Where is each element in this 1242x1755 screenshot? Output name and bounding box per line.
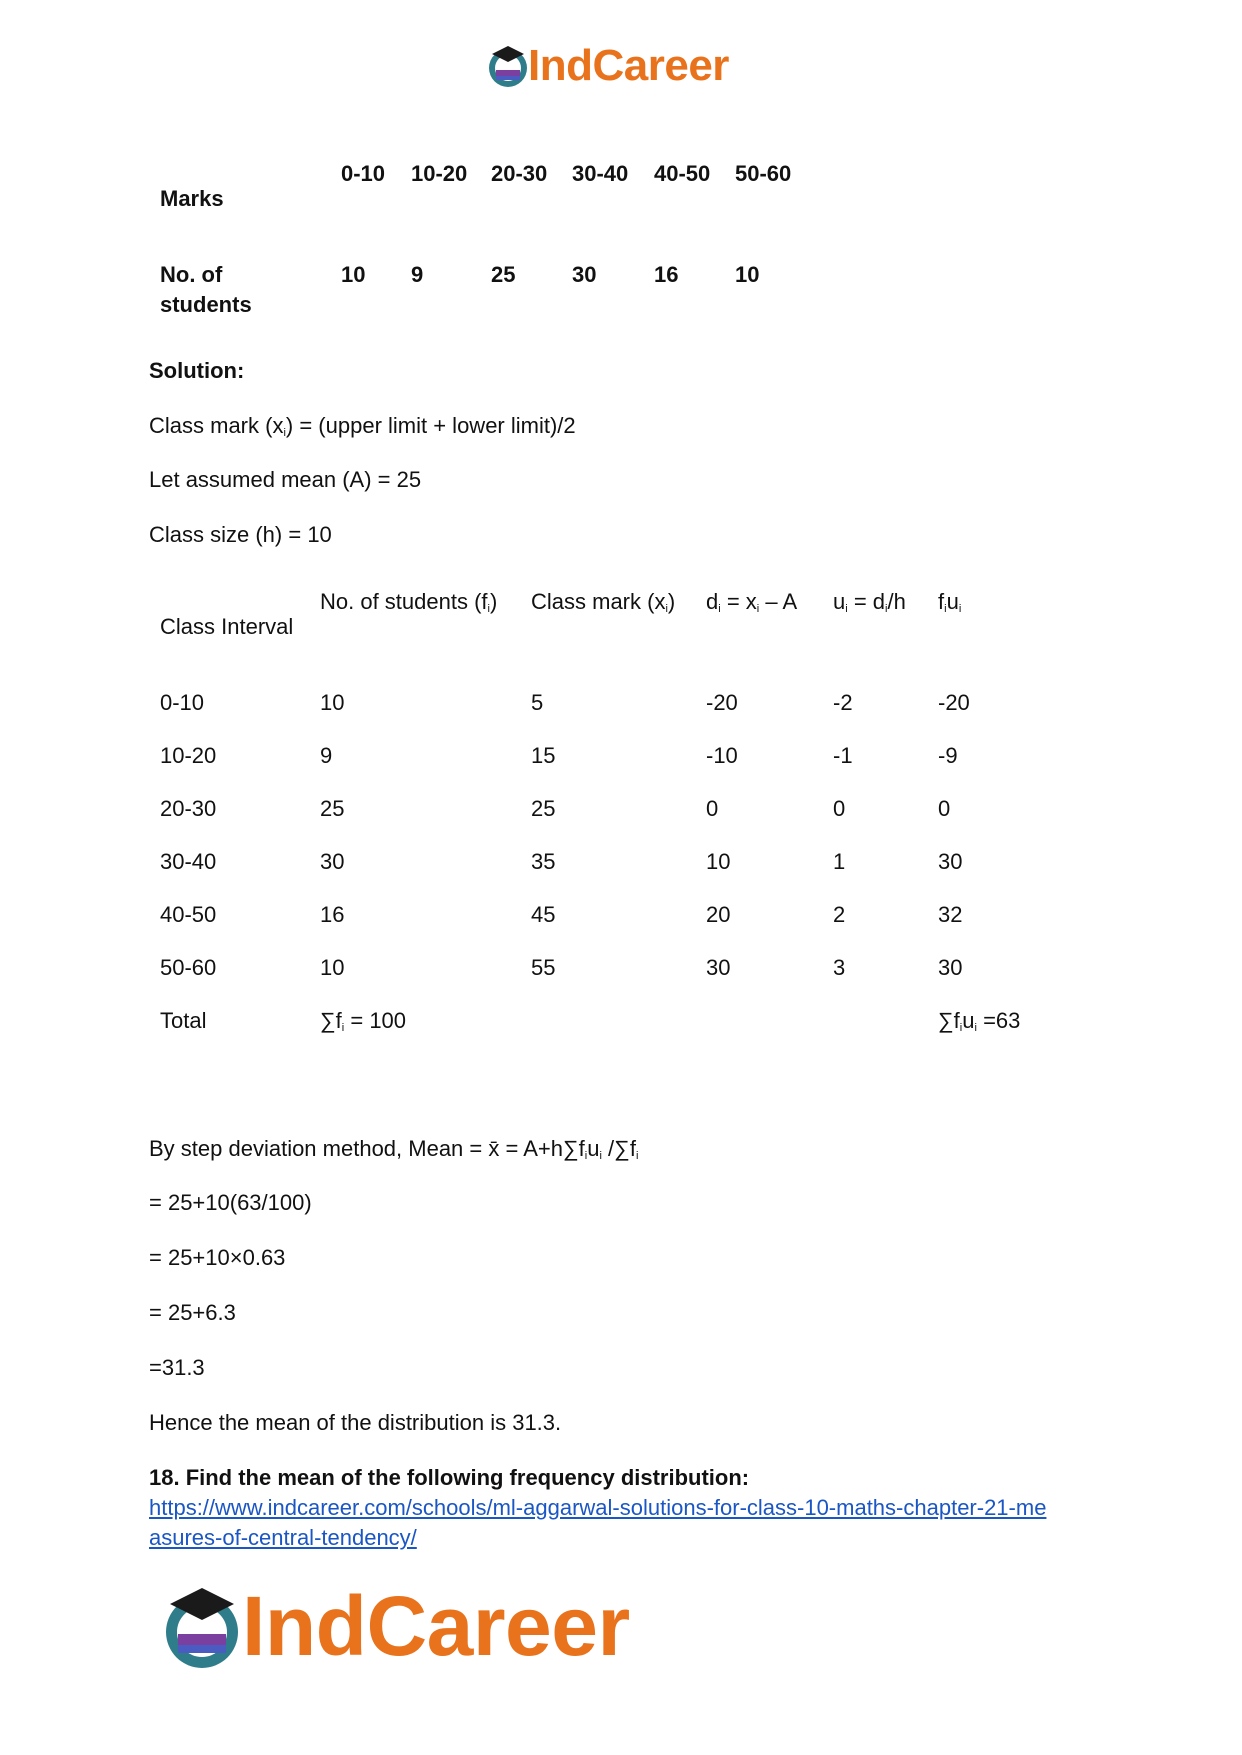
table-cell: 55	[531, 955, 556, 980]
table-cell: 30	[706, 955, 731, 980]
table-cell: 0-10	[160, 690, 205, 715]
header-logo	[486, 40, 766, 92]
marks-class-3: 30-40	[572, 161, 629, 186]
class-size: Class size (h) = 10	[149, 522, 332, 547]
table-cell: 10	[320, 955, 345, 980]
table-cell: 5	[531, 690, 544, 715]
footer-logo	[160, 1578, 700, 1674]
brand-name: IndCareer	[528, 41, 729, 90]
table-cell: 40-50	[160, 902, 217, 927]
table-cell: 30-40	[160, 849, 217, 874]
table-cell: 3	[833, 955, 846, 980]
table-cell: 9	[320, 743, 333, 768]
table-cell: 10-20	[160, 743, 217, 768]
table-cell: 20-30	[160, 796, 217, 821]
graduation-book-icon	[160, 1578, 244, 1674]
step-5: =31.3	[149, 1355, 205, 1380]
table-cell: -1	[833, 743, 853, 768]
students-label-line1: No. of	[160, 262, 223, 287]
table-cell: 25	[320, 796, 345, 821]
table-cell: -2	[833, 690, 853, 715]
source-link[interactable]	[149, 1493, 1046, 1553]
table-cell: 30	[938, 849, 963, 874]
table-cell: 1	[833, 849, 846, 874]
step-2: = 25+10(63/100)	[149, 1190, 312, 1215]
table-cell: -10	[706, 743, 738, 768]
sum-f: $\sum f_i = 100$	[320, 1008, 407, 1034]
table-cell: 30	[320, 849, 345, 874]
marks-class-0: 0-10	[341, 161, 386, 186]
table-cell: 30	[938, 955, 963, 980]
students-value-0: 10	[341, 262, 366, 287]
header-class-mark: Class mark $(x_i)$	[531, 589, 676, 615]
table-cell: 10	[320, 690, 345, 715]
table-cell: 25	[531, 796, 556, 821]
students-value-1: 9	[411, 262, 424, 287]
table-cell: 45	[531, 902, 556, 927]
header-ui: $u_i = d_i/h$	[833, 589, 906, 615]
header-class-interval: Class Interval	[160, 614, 294, 639]
step-3: = 25+10×0.63	[149, 1245, 286, 1270]
header-di: $d_i = x_i - A$	[706, 589, 798, 615]
table-cell: 0	[833, 796, 846, 821]
table-cell: 32	[938, 902, 963, 927]
students-value-4: 16	[654, 262, 679, 287]
solution-heading: Solution:	[149, 358, 245, 383]
source-link-line2[interactable]: asures-of-central-tendency/	[149, 1525, 417, 1550]
students-value-2: 25	[491, 262, 516, 287]
header-students: No. of students $(f_i)$	[320, 589, 498, 615]
brand-name: IndCareer	[242, 1579, 630, 1673]
table-cell: -20	[938, 690, 970, 715]
table-cell: 0	[938, 796, 951, 821]
conclusion: Hence the mean of the distribution is 31.3.	[149, 1410, 562, 1435]
source-link-line1[interactable]: https://www.indcareer.com/schools/ml-aggarwal-solutions-for-class-10-maths-chapter-21-me	[149, 1495, 1047, 1520]
table-cell: -9	[938, 743, 958, 768]
table-cell: 50-60	[160, 955, 217, 980]
table-cell: -20	[706, 690, 738, 715]
header-fiui: $f_iu_i$	[938, 589, 962, 615]
marks-class-1: 10-20	[411, 161, 468, 186]
table-cell: 20	[706, 902, 731, 927]
table-cell: 0	[706, 796, 719, 821]
marks-label: Marks	[160, 186, 224, 211]
marks-class-5: 50-60	[735, 161, 792, 186]
marks-class-2: 20-30	[491, 161, 548, 186]
sum-fu: $\sum f_iu_i =63$	[938, 1008, 1021, 1034]
table-cell: 2	[833, 902, 846, 927]
table-cell: 10	[706, 849, 731, 874]
students-label-line2: students	[160, 292, 252, 317]
graduation-book-icon	[486, 40, 530, 92]
marks-class-4: 40-50	[654, 161, 711, 186]
table-cell: 15	[531, 743, 556, 768]
step-deviation-formula: By step deviation method, Mean = x̄ = $A+h\sum f_iu_i$ $/\sum f_i$	[149, 1136, 639, 1162]
next-question: 18. Find the mean of the following frequency distribution:	[149, 1465, 750, 1490]
students-value-5: 10	[735, 262, 760, 287]
table-cell: 35	[531, 849, 556, 874]
table-cell: 16	[320, 902, 345, 927]
assumed-mean: Let assumed mean (A) = 25	[149, 467, 422, 492]
students-value-3: 30	[572, 262, 597, 287]
step-4: = 25+6.3	[149, 1300, 236, 1325]
class-mark-formula: Class mark $(x_i)$ = (upper limit + lower limit)/2	[149, 413, 576, 439]
total-label: Total	[160, 1008, 207, 1033]
